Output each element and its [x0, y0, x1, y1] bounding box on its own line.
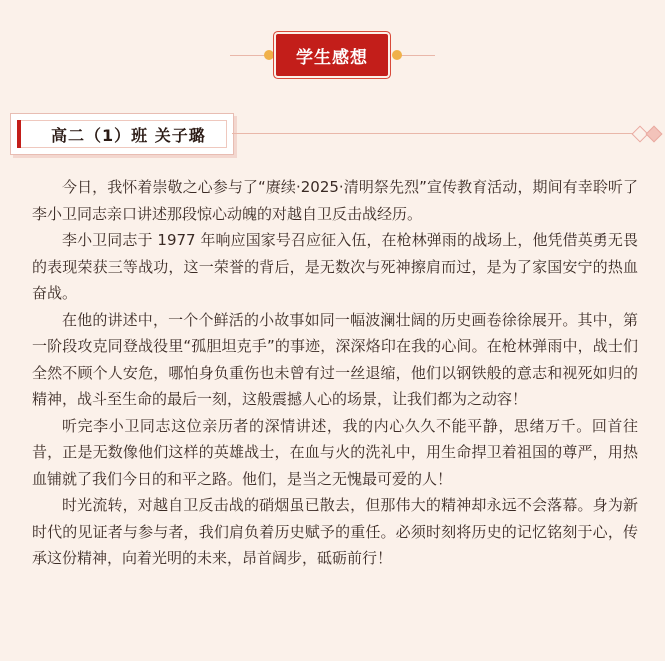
article-body [32, 174, 638, 572]
title-badge [276, 34, 388, 76]
paragraph-3: 在他的讲述中，一个个鲜活的小故事如同一幅波澜壮阔的历史画卷徐徐展开。其中，第一阶段攻克同登战役里“孤胆坦克手”的事迹，深深烙印在我的心间。在枪林弹雨中，战士们全然不顾个人安危，哪怕身负重伤也未曾有过一丝退缩，他们以钢铁般的意志和视死如归的精神，战斗至生命的最后一刻，这般震撼人心的场景，让我们都为之动容！ [32, 310, 638, 408]
title-dot-left [264, 50, 274, 60]
page-title: 学生感想 [296, 47, 368, 68]
author-bar [10, 113, 234, 155]
section-title [0, 34, 665, 78]
diamond-ornament-filled [646, 126, 663, 143]
author-divider-line [232, 133, 635, 134]
paragraph-2: 李小卫同志于 1977 年响应国家号召应征入伍，在枪林弹雨的战场上，他凭借英勇无畏的表现荣获三等战功，这一荣誉的背后，是无数次与死神擦肩而过，是为了家国安宁的热血奋战。 [32, 231, 638, 302]
paragraph-1: 今日，我怀着崇敬之心参与了“赓续·2025·清明祭先烈”宣传教育活动，期间有幸聆听了李小卫同志亲口讲述那段惊心动魄的对越自卫反击战经历。 [32, 178, 638, 223]
paragraph-5: 时光流转，对越自卫反击战的硝烟虽已散去，但那伟大的精神却永远不会落幕。身为新时代的见证者与参与者，我们肩负着历史赋予的重任。必须时刻将历史的记忆铭刻于心，传承这份精神，向着光明的未来，昂首阔步，砥砺前行！ [32, 496, 638, 567]
author-class-name: 高二（1）班 关子璐 [51, 126, 206, 145]
title-dot-right [392, 50, 402, 60]
paragraph-4: 听完李小卫同志这位亲历者的深情讲述，我的内心久久不能平静，思绪万千。回首往昔，正是无数像他们这样的英雄战士，在血与火的洗礼中，用生命捍卫着祖国的尊严，用热血铺就了我们今日的和平之路。他们，是当之无愧最可爱的人！ [32, 416, 638, 488]
author-accent-bar [17, 120, 21, 148]
